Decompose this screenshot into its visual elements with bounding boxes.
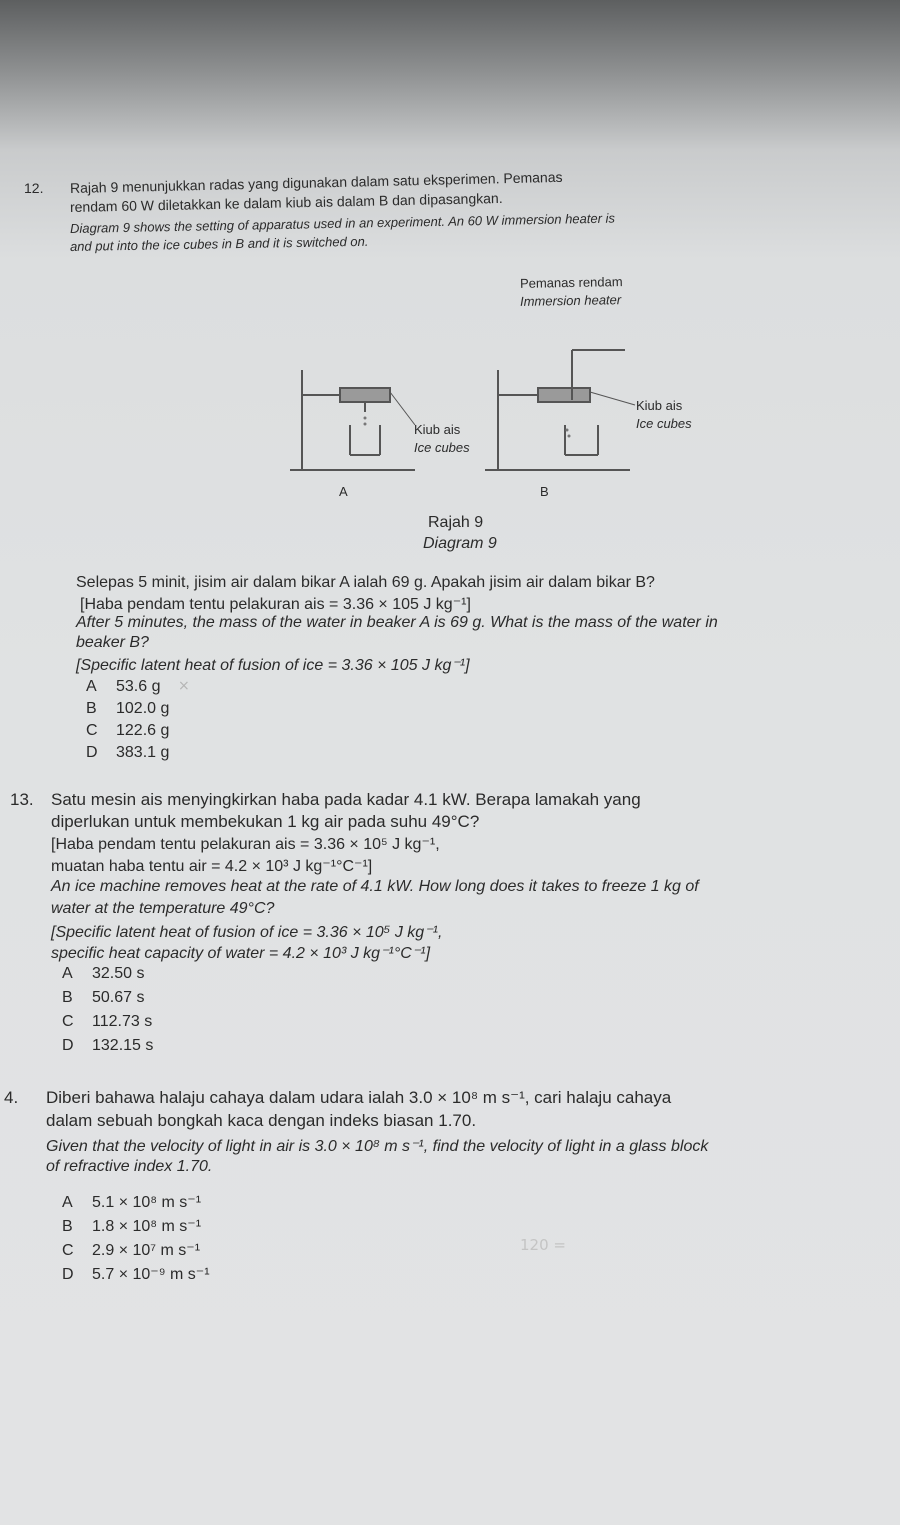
q13-en-line3: [Specific latent heat of fusion of ice = 3.36 × 10⁵ J kg⁻¹, (51, 924, 443, 941)
q12-en-question-3: [Specific latent heat of fusion of ice = 3.36 × 105 J kg⁻¹] (76, 657, 470, 674)
q13-ms-line1: Satu mesin ais menyingkirkan haba pada kadar 4.1 kW. Berapa lamakah yang (51, 790, 641, 809)
diagram-caption-en: Diagram 9 (423, 535, 497, 552)
q13-option-a[interactable]: A 32.50 s (62, 965, 145, 982)
q14-option-d[interactable]: D 5.7 × 10⁻⁹ m s⁻¹ (62, 1266, 210, 1283)
ice-label-ms-b: Kiub ais (636, 398, 683, 413)
q13-option-d[interactable]: D 132.15 s (62, 1037, 154, 1054)
cross-mark: × (178, 678, 190, 694)
ice-label-ms-a: Kiub ais (414, 422, 461, 437)
q13-ms-line4: muatan haba tentu air = 4.2 × 10³ J kg⁻¹°C⁻¹] (51, 858, 373, 875)
q13-option-b[interactable]: B 50.67 s (62, 989, 145, 1006)
q12-en-question-2: beaker B? (76, 634, 149, 651)
q12-option-b[interactable]: B 102.0 g (86, 700, 170, 717)
q12-en-line1: Diagram 9 shows the setting of apparatus used in an experiment. An 60 W immersion heater is (69, 210, 616, 236)
q12-option-a[interactable]: A 53.6 g (86, 678, 161, 695)
q12-ms-question-2: [Haba pendam tentu pelakuran ais = 3.36 × 105 J kg⁻¹] (80, 596, 471, 613)
beaker-a-label: A (339, 484, 348, 499)
q12-option-c[interactable]: C 122.6 g (86, 722, 170, 739)
q12-en-question-1: After 5 minutes, the mass of the water in beaker A is 69 g. What is the mass of the water in (76, 614, 718, 631)
q13-number: 13. (10, 790, 34, 809)
q13-en-line2: water at the temperature 49°C? (51, 900, 275, 917)
q12-number: 12. (24, 180, 44, 196)
apparatus-diagram (280, 330, 640, 490)
q14-en-line1: Given that the velocity of light in air is 3.0 × 10⁸ m s⁻¹, find the velocity of light in a glass block (46, 1138, 709, 1155)
funnel-b (538, 388, 590, 402)
beaker-b-label: B (540, 484, 549, 499)
q14-option-a[interactable]: A 5.1 × 10⁸ m s⁻¹ (62, 1194, 202, 1211)
q14-ms-line1: Diberi bahawa halaju cahaya dalam udara ialah 3.0 × 10⁸ m s⁻¹, cari halaju cahaya (46, 1088, 672, 1107)
q14-number: 4. (4, 1088, 19, 1107)
q14-option-b[interactable]: B 1.8 × 10⁸ m s⁻¹ (62, 1218, 202, 1235)
q14-option-c[interactable]: C 2.9 × 10⁷ m s⁻¹ (62, 1242, 201, 1259)
heater-label-en: Immersion heater (519, 292, 622, 309)
q12-ms-question-1: Selepas 5 minit, jisim air dalam bikar A ialah 69 g. Apakah jisim air dalam bikar B? (76, 574, 655, 591)
q12-en-line2: and put into the ice cubes in B and it is switched on. (69, 233, 369, 254)
q12-ms-line1: Rajah 9 menunjukkan radas yang digunakan dalam satu eksperimen. Pemanas (69, 168, 563, 196)
q13-en-line1: An ice machine removes heat at the rate of 4.1 kW. How long does it takes to freeze 1 kg of (51, 878, 699, 895)
q13-ms-line3: [Haba pendam tentu pelakuran ais = 3.36 × 10⁵ J kg⁻¹, (51, 836, 440, 853)
heater-label-ms: Pemanas rendam (519, 274, 623, 291)
q13-en-line4: specific heat capacity of water = 4.2 × 10³ J kg⁻¹°C⁻¹] (51, 945, 431, 962)
ice-label-en-b: Ice cubes (636, 416, 692, 431)
q14-ms-line2: dalam sebuah bongkah kaca dengan indeks biasan 1.70. (46, 1111, 477, 1130)
q13-ms-line2: diperlukan untuk membekukan 1 kg air pada suhu 49°C? (51, 812, 480, 831)
q14-en-line2: of refractive index 1.70. (46, 1158, 213, 1175)
ice-label-en-a: Ice cubes (414, 440, 470, 455)
pencil-note: 120 = (520, 1236, 566, 1254)
q12-ms-line2: rendam 60 W diletakkan ke dalam kiub ais dalam B dan dipasangkan. (69, 189, 503, 215)
diagram-caption-ms: Rajah 9 (428, 514, 484, 531)
q12-option-d[interactable]: D 383.1 g (86, 744, 170, 761)
q13-option-c[interactable]: C 112.73 s (62, 1013, 153, 1030)
funnel-a (340, 388, 390, 402)
